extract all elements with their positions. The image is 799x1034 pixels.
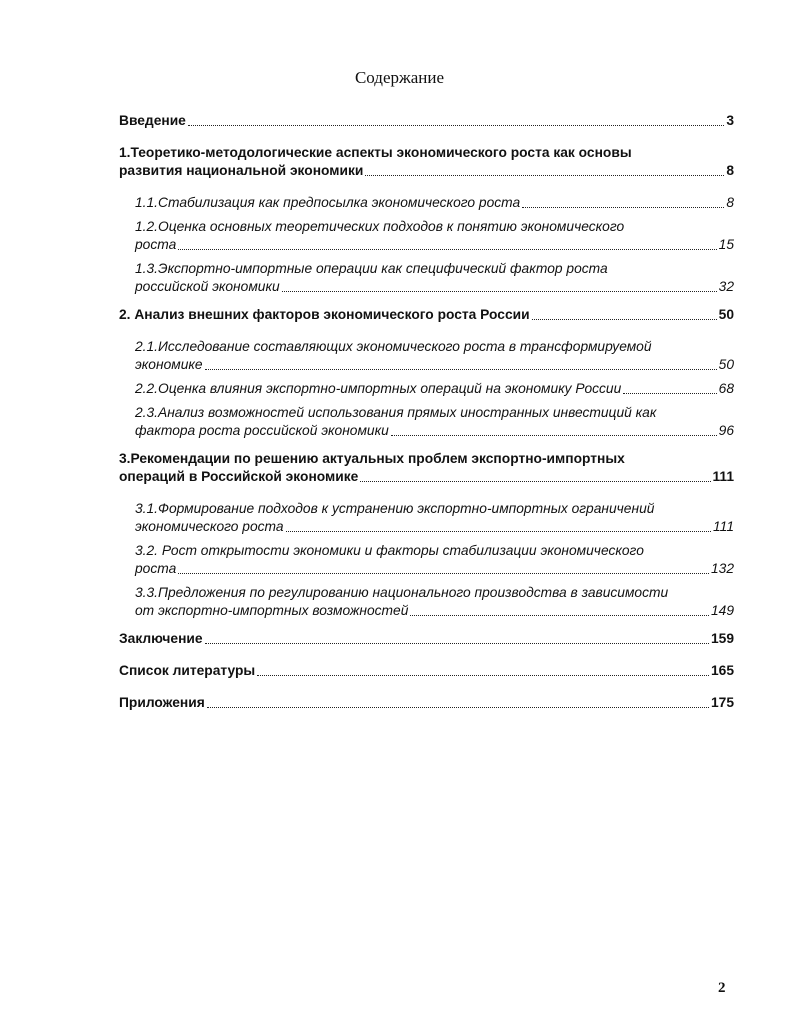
toc-chapter-entry[interactable] (119, 144, 734, 180)
toc-chapter-entry[interactable] (119, 630, 734, 648)
toc-entry-title: российской экономики (135, 279, 280, 294)
toc-entry-title: экономического роста (135, 519, 284, 534)
dot-leader (205, 643, 709, 644)
toc-entry-page: 159 (710, 631, 734, 646)
toc-entry-title: экономике (135, 357, 203, 372)
toc-entry-leader-line (119, 468, 734, 486)
dot-leader (282, 291, 717, 292)
toc-entry-page: 32 (718, 279, 734, 294)
toc-entry-leader-line (119, 162, 734, 180)
toc-entry-title-line: 1.3.Экспортно-импортные операции как специфический фактор роста (135, 261, 608, 276)
toc-entry-page: 132 (710, 561, 734, 576)
toc-entry-title: 2. Анализ внешних факторов экономического роста России (119, 307, 530, 322)
toc-section-entry[interactable] (135, 500, 734, 536)
toc-section-entry[interactable] (135, 218, 734, 254)
toc-entry-title: 1.1.Стабилизация как предпосылка экономического роста (135, 195, 521, 210)
toc-entry-title: развития национальной экономики (119, 163, 364, 178)
dot-leader (286, 531, 711, 532)
dot-leader (188, 125, 724, 126)
toc-entry-title: Список литературы (119, 663, 256, 678)
toc-entry-page: 111 (713, 519, 734, 534)
toc-entry-title: от экспортно-импортных возможностей (135, 603, 409, 618)
toc-entry-title: роста (135, 237, 177, 252)
toc-entry-leader-line (135, 560, 734, 578)
toc-chapter-entry[interactable] (119, 694, 734, 712)
page-number: 2 (718, 980, 726, 996)
toc-entry-page: 50 (718, 307, 734, 322)
toc-entry-page: 111 (712, 469, 734, 484)
dot-leader (178, 249, 716, 250)
toc-entry-leader-line (119, 306, 734, 324)
toc-entry-leader-line (119, 662, 734, 680)
dot-leader (360, 481, 710, 482)
toc-entry-page: 165 (710, 663, 734, 678)
toc-entry-title-line: 2.1.Исследование составляющих экономического роста в трансформируемой (135, 339, 652, 354)
toc-entry-page: 50 (718, 357, 734, 372)
toc-entry-title: фактора роста российской экономики (135, 423, 389, 438)
toc-entry-title: операций в Российской экономике (119, 469, 359, 484)
toc-entry-title: роста (135, 561, 177, 576)
toc-entry-leader-line (119, 694, 734, 712)
toc-section-entry[interactable] (135, 260, 734, 296)
toc-entry-leader-line (135, 602, 734, 620)
toc-section-entry[interactable] (135, 338, 734, 374)
toc-entry-title-line: 3.3.Предложения по регулированию национального производства в зависимости (135, 585, 669, 600)
toc-section-entry[interactable] (135, 584, 734, 620)
toc-entry-leader-line (135, 236, 734, 254)
toc-entry-title: Введение (119, 113, 186, 128)
toc-entry-leader-line (135, 422, 734, 440)
page-title: Содержание (354, 68, 445, 87)
dot-leader (365, 175, 724, 176)
toc-entry-title-line: 1.2.Оценка основных теоретических подходов к понятию экономического (135, 219, 625, 234)
toc-entry-leader-line (135, 380, 734, 398)
toc-entry-page: 149 (710, 603, 734, 618)
toc-entry-title: 2.2.Оценка влияния экспортно-импортных операций на экономику России (135, 381, 622, 396)
toc-entry-page: 8 (726, 195, 734, 210)
toc-entry-page: 175 (710, 695, 734, 710)
toc-section-entry[interactable] (135, 380, 734, 398)
toc-chapter-entry[interactable] (119, 306, 734, 324)
toc-entry-leader-line (135, 278, 734, 296)
toc-chapter-entry[interactable] (119, 450, 734, 486)
toc-entry-page: 96 (718, 423, 734, 438)
table-of-contents (119, 112, 734, 726)
toc-chapter-entry[interactable] (119, 112, 734, 130)
toc-entry-title: Заключение (119, 631, 203, 646)
toc-entry-title-line: 2.3.Анализ возможностей использования прямых иностранных инвестиций как (135, 405, 657, 420)
toc-chapter-entry[interactable] (119, 662, 734, 680)
toc-entry-leader-line (135, 194, 734, 212)
toc-entry-title-line: 3.Рекомендации по решению актуальных проблем экспортно-импортных (119, 451, 625, 466)
toc-entry-page: 15 (718, 237, 734, 252)
toc-section-entry[interactable] (135, 404, 734, 440)
dot-leader (391, 435, 717, 436)
toc-entry-leader-line (119, 112, 734, 130)
dot-leader (205, 369, 717, 370)
dot-leader (623, 393, 716, 394)
toc-entry-page: 8 (726, 163, 734, 178)
toc-entry-title-line: 3.1.Формирование подходов к устранению экспортно-импортных ограничений (135, 501, 655, 516)
toc-entry-title-line: 3.2. Рост открытости экономики и факторы стабилизации экономического (135, 543, 644, 558)
toc-section-entry[interactable] (135, 194, 734, 212)
toc-section-entry[interactable] (135, 542, 734, 578)
dot-leader (207, 707, 709, 708)
toc-entry-title-line: 1.Теоретико-методологические аспекты экономического роста как основы (119, 145, 632, 160)
dot-leader (178, 573, 709, 574)
toc-entry-page: 3 (726, 113, 734, 128)
toc-entry-leader-line (135, 356, 734, 374)
toc-entry-title: Приложения (119, 695, 205, 710)
toc-entry-leader-line (135, 518, 734, 536)
dot-leader (257, 675, 709, 676)
toc-entry-leader-line (119, 630, 734, 648)
dot-leader (532, 319, 717, 320)
dot-leader (522, 207, 724, 208)
dot-leader (410, 615, 709, 616)
toc-entry-page: 68 (718, 381, 734, 396)
